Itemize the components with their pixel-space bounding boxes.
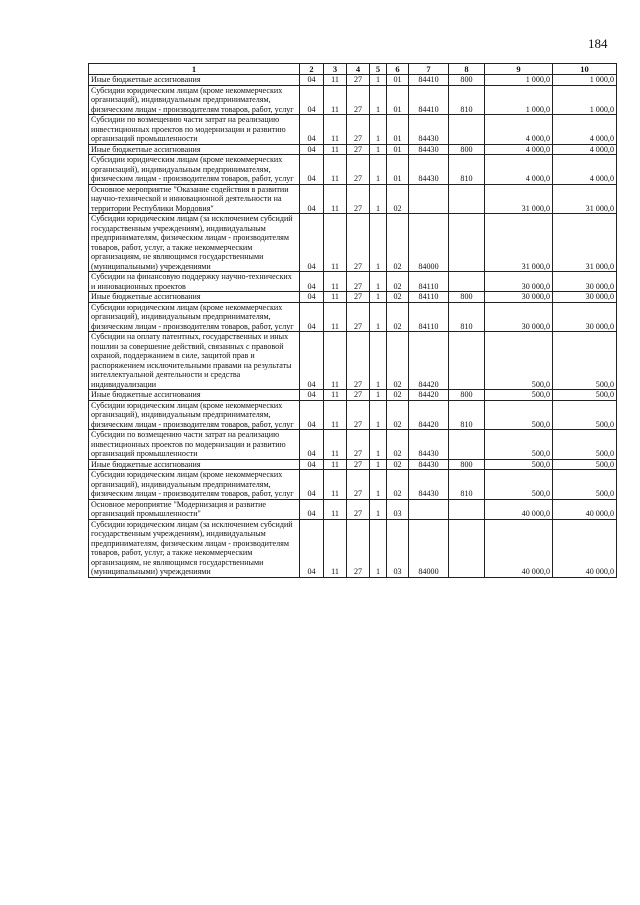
row-name-cell: Субсидии по возмещению части затрат на реализацию инвестиционных проектов по модернизации и развитию организаций промышленности <box>89 115 300 145</box>
subprogram-cell: 1 <box>370 292 387 303</box>
subsection-cell: 11 <box>324 459 347 470</box>
section-cell: 04 <box>300 519 324 577</box>
program-cell: 27 <box>347 144 370 155</box>
subprogram-cell: 1 <box>370 302 387 332</box>
table-row <box>89 459 617 470</box>
section-cell: 04 <box>300 459 324 470</box>
amount-cell: 31 000,0 <box>485 184 553 214</box>
amount-total-cell: 500,0 <box>553 459 617 470</box>
expense-type-cell: 810 <box>449 155 485 185</box>
column-header: 5 <box>370 64 387 75</box>
row-name-cell: Основное мероприятие "Модернизация и развитие организаций промышленности" <box>89 499 300 519</box>
direction-cell: 84110 <box>409 292 449 303</box>
subsection-cell: 11 <box>324 75 347 86</box>
amount-total-cell: 500,0 <box>553 390 617 401</box>
column-header: 7 <box>409 64 449 75</box>
program-cell: 27 <box>347 115 370 145</box>
section-cell: 04 <box>300 292 324 303</box>
table-row <box>89 302 617 332</box>
amount-total-cell: 31 000,0 <box>553 184 617 214</box>
subprogram-cell: 1 <box>370 400 387 430</box>
table-row <box>89 155 617 185</box>
expense-type-cell <box>449 115 485 145</box>
row-name-cell: Иные бюджетные ассигнования <box>89 292 300 303</box>
row-name-cell: Иные бюджетные ассигнования <box>89 390 300 401</box>
subprogram-cell: 1 <box>370 519 387 577</box>
column-header: 3 <box>324 64 347 75</box>
amount-cell: 30 000,0 <box>485 292 553 303</box>
budget-table <box>88 63 617 578</box>
section-cell: 04 <box>300 85 324 115</box>
program-cell: 27 <box>347 184 370 214</box>
event-cell: 01 <box>387 144 409 155</box>
program-cell: 27 <box>347 302 370 332</box>
amount-total-cell: 30 000,0 <box>553 292 617 303</box>
event-cell: 02 <box>387 459 409 470</box>
program-cell: 27 <box>347 214 370 272</box>
header-row <box>89 64 617 75</box>
subprogram-cell: 1 <box>370 332 387 390</box>
column-header: 6 <box>387 64 409 75</box>
amount-cell: 500,0 <box>485 400 553 430</box>
subsection-cell: 11 <box>324 390 347 401</box>
row-name-cell: Субсидии на оплату патентных, государственных и иных пошлин за совершение действий, связанных с правовой охраной, поддержанием в силе, защитой прав и распоряжением исключительными правами на результаты интеллектуальной деятельности и средства индивидуализации <box>89 332 300 390</box>
subsection-cell: 11 <box>324 292 347 303</box>
subprogram-cell: 1 <box>370 155 387 185</box>
column-header: 8 <box>449 64 485 75</box>
subsection-cell: 11 <box>324 155 347 185</box>
table-row <box>89 214 617 272</box>
direction-cell: 84420 <box>409 400 449 430</box>
expense-type-cell <box>449 214 485 272</box>
subsection-cell: 11 <box>324 400 347 430</box>
amount-total-cell: 4 000,0 <box>553 144 617 155</box>
row-name-cell: Субсидии юридическим лицам (за исключением субсидий государственным учреждениям), индивидуальным предпринимателям, физическим лицам - производителям товаров, работ, услуг, а также некоммерческим организациям, не являющимся государственными (муниципальными) учреждениями <box>89 519 300 577</box>
direction-cell: 84420 <box>409 390 449 401</box>
program-cell: 27 <box>347 499 370 519</box>
amount-cell: 500,0 <box>485 390 553 401</box>
table-row <box>89 332 617 390</box>
subsection-cell: 11 <box>324 115 347 145</box>
program-cell: 27 <box>347 292 370 303</box>
row-name-cell: Субсидии юридическим лицам (кроме некоммерческих организаций), индивидуальным предпринимателям, физическим лицам - производителям товаров, работ, услуг <box>89 155 300 185</box>
subsection-cell: 11 <box>324 272 347 292</box>
event-cell: 02 <box>387 332 409 390</box>
row-name-cell: Субсидии юридическим лицам (кроме некоммерческих организаций), индивидуальным предпринимателям, физическим лицам - производителям товаров, работ, услуг <box>89 470 300 500</box>
section-cell: 04 <box>300 332 324 390</box>
direction-cell: 84430 <box>409 459 449 470</box>
direction-cell: 84430 <box>409 470 449 500</box>
amount-total-cell: 500,0 <box>553 470 617 500</box>
amount-cell: 30 000,0 <box>485 272 553 292</box>
amount-cell: 1 000,0 <box>485 75 553 86</box>
amount-cell: 40 000,0 <box>485 499 553 519</box>
table-row <box>89 292 617 303</box>
subsection-cell: 11 <box>324 470 347 500</box>
amount-cell: 40 000,0 <box>485 519 553 577</box>
section-cell: 04 <box>300 144 324 155</box>
column-header: 10 <box>553 64 617 75</box>
program-cell: 27 <box>347 470 370 500</box>
expense-type-cell: 810 <box>449 470 485 500</box>
expense-type-cell: 810 <box>449 302 485 332</box>
amount-cell: 500,0 <box>485 332 553 390</box>
subsection-cell: 11 <box>324 519 347 577</box>
direction-cell: 84410 <box>409 85 449 115</box>
subprogram-cell: 1 <box>370 470 387 500</box>
subsection-cell: 11 <box>324 144 347 155</box>
row-name-cell: Субсидии по возмещению части затрат на реализацию инвестиционных проектов по модернизации и развитию организаций промышленности <box>89 430 300 460</box>
amount-cell: 1 000,0 <box>485 85 553 115</box>
expense-type-cell <box>449 184 485 214</box>
event-cell: 02 <box>387 272 409 292</box>
amount-total-cell: 500,0 <box>553 332 617 390</box>
table-row <box>89 272 617 292</box>
event-cell: 02 <box>387 400 409 430</box>
table-row <box>89 470 617 500</box>
subprogram-cell: 1 <box>370 430 387 460</box>
section-cell: 04 <box>300 184 324 214</box>
amount-cell: 500,0 <box>485 459 553 470</box>
direction-cell: 84000 <box>409 519 449 577</box>
expense-type-cell: 800 <box>449 144 485 155</box>
subsection-cell: 11 <box>324 85 347 115</box>
subprogram-cell: 1 <box>370 214 387 272</box>
direction-cell <box>409 184 449 214</box>
page-number: 184 <box>588 36 608 51</box>
subprogram-cell: 1 <box>370 459 387 470</box>
event-cell: 02 <box>387 214 409 272</box>
amount-cell: 4 000,0 <box>485 115 553 145</box>
section-cell: 04 <box>300 470 324 500</box>
row-name-cell: Иные бюджетные ассигнования <box>89 144 300 155</box>
direction-cell: 84430 <box>409 115 449 145</box>
subprogram-cell: 1 <box>370 115 387 145</box>
amount-cell: 31 000,0 <box>485 214 553 272</box>
direction-cell: 84430 <box>409 155 449 185</box>
section-cell: 04 <box>300 430 324 460</box>
direction-cell: 84430 <box>409 430 449 460</box>
amount-total-cell: 4 000,0 <box>553 115 617 145</box>
event-cell: 03 <box>387 519 409 577</box>
expense-type-cell: 800 <box>449 390 485 401</box>
table-row <box>89 499 617 519</box>
event-cell: 01 <box>387 85 409 115</box>
direction-cell: 84110 <box>409 272 449 292</box>
event-cell: 02 <box>387 292 409 303</box>
row-name-cell: Субсидии юридическим лицам (за исключением субсидий государственным учреждениям), индивидуальным предпринимателям, физическим лицам - производителям товаров, работ, услуг, а также некоммерческим организациям, не являющимся государственными (муниципальными) учреждениями <box>89 214 300 272</box>
program-cell: 27 <box>347 332 370 390</box>
column-header: 4 <box>347 64 370 75</box>
event-cell: 02 <box>387 302 409 332</box>
column-header: 1 <box>89 64 300 75</box>
expense-type-cell: 800 <box>449 459 485 470</box>
program-cell: 27 <box>347 272 370 292</box>
event-cell: 01 <box>387 115 409 145</box>
subsection-cell: 11 <box>324 499 347 519</box>
subprogram-cell: 1 <box>370 85 387 115</box>
amount-total-cell: 1 000,0 <box>553 75 617 86</box>
amount-total-cell: 30 000,0 <box>553 302 617 332</box>
event-cell: 02 <box>387 470 409 500</box>
section-cell: 04 <box>300 400 324 430</box>
table-row <box>89 115 617 145</box>
table-row <box>89 85 617 115</box>
expense-type-cell: 810 <box>449 400 485 430</box>
expense-type-cell: 800 <box>449 75 485 86</box>
section-cell: 04 <box>300 390 324 401</box>
row-name-cell: Иные бюджетные ассигнования <box>89 459 300 470</box>
subsection-cell: 11 <box>324 302 347 332</box>
expense-type-cell: 800 <box>449 292 485 303</box>
subprogram-cell: 1 <box>370 184 387 214</box>
section-cell: 04 <box>300 214 324 272</box>
amount-total-cell: 40 000,0 <box>553 519 617 577</box>
column-header: 2 <box>300 64 324 75</box>
event-cell: 02 <box>387 430 409 460</box>
event-cell: 01 <box>387 75 409 86</box>
section-cell: 04 <box>300 499 324 519</box>
program-cell: 27 <box>347 85 370 115</box>
direction-cell: 84410 <box>409 75 449 86</box>
event-cell: 03 <box>387 499 409 519</box>
section-cell: 04 <box>300 115 324 145</box>
table-row <box>89 519 617 577</box>
subprogram-cell: 1 <box>370 390 387 401</box>
direction-cell: 84000 <box>409 214 449 272</box>
direction-cell: 84420 <box>409 332 449 390</box>
subprogram-cell: 1 <box>370 144 387 155</box>
amount-cell: 4 000,0 <box>485 144 553 155</box>
amount-total-cell: 500,0 <box>553 430 617 460</box>
table-row <box>89 430 617 460</box>
table-row <box>89 390 617 401</box>
program-cell: 27 <box>347 400 370 430</box>
row-name-cell: Субсидии юридическим лицам (кроме некоммерческих организаций), индивидуальным предпринимателям, физическим лицам - производителям товаров, работ, услуг <box>89 85 300 115</box>
subprogram-cell: 1 <box>370 272 387 292</box>
section-cell: 04 <box>300 155 324 185</box>
row-name-cell: Субсидии на финансовую поддержку научно-технических и инновационных проектов <box>89 272 300 292</box>
program-cell: 27 <box>347 459 370 470</box>
subsection-cell: 11 <box>324 184 347 214</box>
section-cell: 04 <box>300 75 324 86</box>
direction-cell: 84110 <box>409 302 449 332</box>
event-cell: 02 <box>387 390 409 401</box>
amount-cell: 500,0 <box>485 470 553 500</box>
subsection-cell: 11 <box>324 430 347 460</box>
subsection-cell: 11 <box>324 214 347 272</box>
amount-total-cell: 40 000,0 <box>553 499 617 519</box>
section-cell: 04 <box>300 272 324 292</box>
direction-cell <box>409 499 449 519</box>
subprogram-cell: 1 <box>370 75 387 86</box>
amount-total-cell: 4 000,0 <box>553 155 617 185</box>
expense-type-cell <box>449 430 485 460</box>
program-cell: 27 <box>347 519 370 577</box>
event-cell: 01 <box>387 155 409 185</box>
expense-type-cell <box>449 499 485 519</box>
table-row <box>89 144 617 155</box>
amount-cell: 500,0 <box>485 430 553 460</box>
section-cell: 04 <box>300 302 324 332</box>
row-name-cell: Субсидии юридическим лицам (кроме некоммерческих организаций), индивидуальным предпринимателям, физическим лицам - производителям товаров, работ, услуг <box>89 400 300 430</box>
amount-total-cell: 500,0 <box>553 400 617 430</box>
column-header: 9 <box>485 64 553 75</box>
table-row <box>89 400 617 430</box>
direction-cell: 84430 <box>409 144 449 155</box>
expense-type-cell: 810 <box>449 85 485 115</box>
expense-type-cell <box>449 272 485 292</box>
amount-total-cell: 1 000,0 <box>553 85 617 115</box>
subsection-cell: 11 <box>324 332 347 390</box>
table-row <box>89 75 617 86</box>
amount-cell: 30 000,0 <box>485 302 553 332</box>
subprogram-cell: 1 <box>370 499 387 519</box>
event-cell: 02 <box>387 184 409 214</box>
amount-total-cell: 30 000,0 <box>553 272 617 292</box>
row-name-cell: Основное мероприятие "Оказание содействия в развитии научно-технической и инновационной деятельности на территории Республики Мордовия" <box>89 184 300 214</box>
row-name-cell: Иные бюджетные ассигнования <box>89 75 300 86</box>
expense-type-cell <box>449 519 485 577</box>
table-row <box>89 184 617 214</box>
amount-cell: 4 000,0 <box>485 155 553 185</box>
row-name-cell: Субсидии юридическим лицам (кроме некоммерческих организаций), индивидуальным предпринимателям, физическим лицам - производителям товаров, работ, услуг <box>89 302 300 332</box>
amount-total-cell: 31 000,0 <box>553 214 617 272</box>
program-cell: 27 <box>347 430 370 460</box>
program-cell: 27 <box>347 75 370 86</box>
program-cell: 27 <box>347 155 370 185</box>
expense-type-cell <box>449 332 485 390</box>
program-cell: 27 <box>347 390 370 401</box>
